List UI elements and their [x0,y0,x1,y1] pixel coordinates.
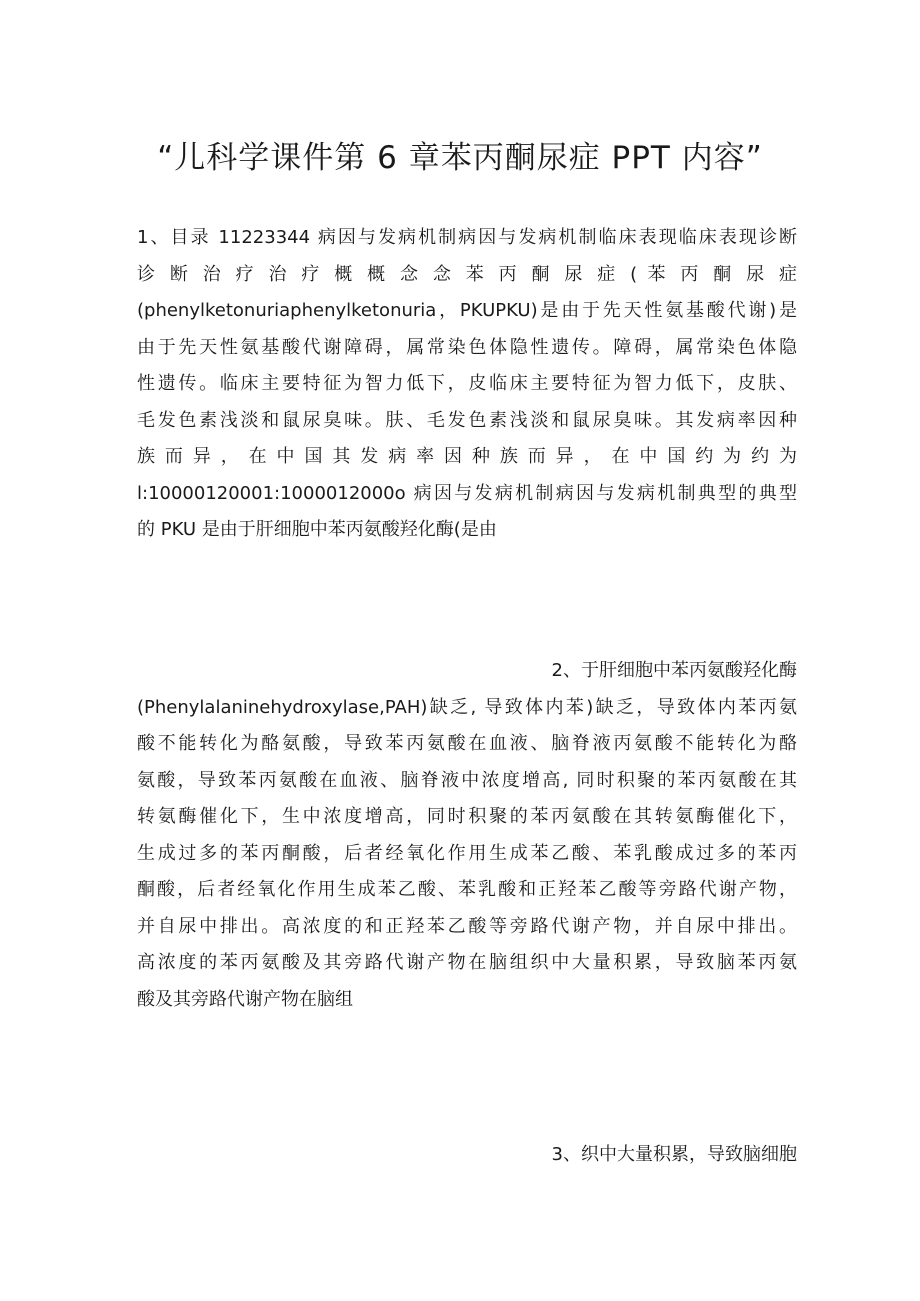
text-line: l:10000120001:1000012000o 病因与发病机制病因与发病机制典型的典型 [137,482,797,504]
section-3-heading-line: 3、织中大量积累，导致脑细胞 [551,1144,797,1165]
text-line: 由于先天性氨基酸代谢障碍，属常染色体隐性遗传。障碍，属常染色体隐 [137,336,797,358]
text-line: 酮酸，后者经氧化作用生成苯乙酸、苯乳酸和正羟苯乙酸等旁路代谢产物， [137,879,797,900]
text-line: 酸及其旁路代谢产物在脑组 [137,988,353,1010]
text-line: 生成过多的苯丙酮酸，后者经氧化作用生成苯乙酸、苯乳酸成过多的苯丙 [137,842,797,864]
text-line: 并自尿中排出。高浓度的和正羟苯乙酸等旁路代谢产物，并自尿中排出。 [137,915,797,937]
section-2-paragraph [137,653,797,1018]
text-line: 的 PKU 是由于肝细胞中苯丙氨酸羟化酶(是由 [137,519,497,540]
text-line: 酸不能转化为酪氨酸，导致苯丙氨酸在血液、脑脊液丙氨酸不能转化为酪 [137,733,797,754]
text-line: 毛发色素浅淡和鼠尿臭味。肤、毛发色素浅淡和鼠尿臭味。其发病率因种 [137,409,797,431]
text-line: 高浓度的苯丙氨酸及其旁路代谢产物在脑组织中大量积累，导致脑苯丙氨 [137,952,797,973]
text-line: 性遗传。临床主要特征为智力低下，皮临床主要特征为智力低下，皮肤、 [137,373,797,394]
text-line: 诊 断 治 疗 治 疗 概 概 念 念 苯 丙 酮 尿 症 ( 苯 丙 酮 尿 症 [137,263,797,285]
text-line: 转氨酶催化下，生中浓度增高，同时积聚的苯丙氨酸在其转氨酶催化下， [137,806,797,827]
section-3-paragraph [137,1137,797,1174]
section-1-paragraph [137,220,797,549]
text-line: (phenylketonuriaphenylketonuria，PKUPKU)是由于先天性氨基酸代谢)是 [137,300,797,321]
document-title: “儿科学课件第 6 章苯丙酮尿症 PPT 内容” [157,140,763,176]
text-line: (Phenylalaninehydroxylase,PAH)缺乏, 导致体内苯)缺乏，导致体内苯丙氨 [137,696,797,718]
text-line: 族 而 异 ， 在 中 国 其 发 病 率 因 种 族 而 异 ， 在 中 国 约 为 约 为 [137,446,797,467]
text-line: 氨酸，导致苯丙氨酸在血液、脑脊液中浓度增高, 同时积聚的苯丙氨酸在其 [137,769,797,791]
text-line: 1、目录 11223344 病因与发病机制病因与发病机制临床表现临床表现诊断 [137,227,797,248]
section-2-heading-line: 2、于肝细胞中苯丙氨酸羟化酶 [551,660,797,681]
